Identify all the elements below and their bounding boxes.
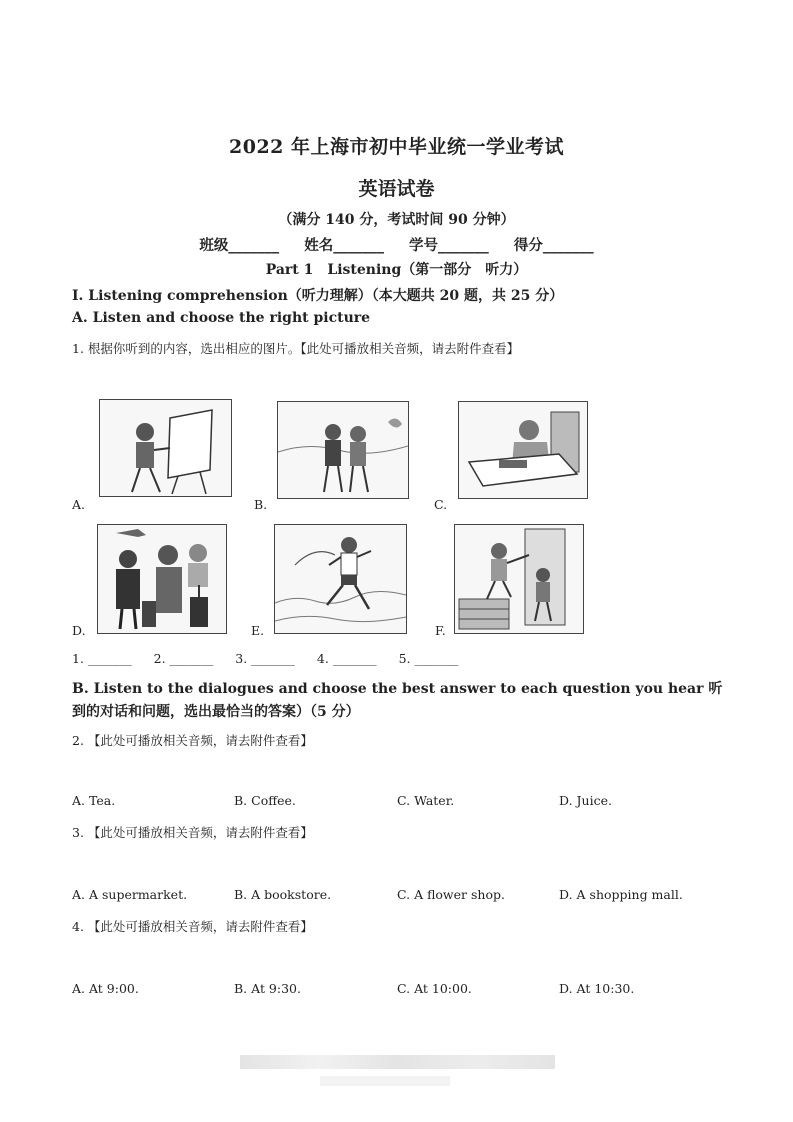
option-d[interactable]: D. At 10:30. (559, 981, 635, 996)
option-d[interactable]: D. A shopping mall. (559, 887, 683, 902)
answer-blank[interactable]: 4. _______ (316, 651, 377, 666)
option-a[interactable]: A. Tea. (72, 793, 116, 808)
option-d[interactable]: D. Juice. (559, 793, 612, 808)
option-a[interactable]: A. At 9:00. (72, 981, 139, 996)
score-field: 得分_______ (513, 237, 594, 254)
option-b[interactable]: B. Coffee. (234, 793, 296, 808)
picture-label: D. (72, 623, 86, 638)
picture-label: E. (251, 623, 265, 638)
picture-label: C. (434, 497, 448, 512)
question-4-prompt: 4. 【此处可播放相关音频，请去附件查看】 (72, 919, 313, 934)
option-b[interactable]: B. At 9:30. (234, 981, 301, 996)
blurred-footer-watermark (240, 1055, 555, 1069)
name-field: 姓名_______ (304, 237, 384, 254)
walking-kids-icon (277, 401, 409, 499)
part-heading: Part 1 Listening（第一部分 听力） (265, 262, 528, 278)
part-b-heading: B. Listen to the dialogues and choose the best answer to each question you hear 听到的对话和问题，选出最恰当的答案）（5 分） (72, 681, 723, 720)
desk-reading-icon (458, 401, 588, 499)
class-field: 班级_______ (199, 237, 280, 254)
answer-blank[interactable]: 5. _______ (398, 651, 459, 666)
exam-subtitle: 英语试卷 (358, 178, 435, 200)
climbing-kids-icon (454, 524, 584, 634)
running-boy-icon (274, 524, 407, 634)
picture-label: F. (435, 623, 446, 638)
section-heading: I. Listening comprehension（听力理解）（本大题共 20 题，共 25 分） (72, 288, 564, 304)
part-a-heading: A. Listen and choose the right picture (72, 310, 371, 326)
option-c[interactable]: C. Water. (397, 793, 455, 808)
question-3-prompt: 3. 【此处可播放相关音频，请去附件查看】 (72, 825, 313, 840)
question-2-prompt: 2. 【此处可播放相关音频，请去附件查看】 (72, 733, 313, 748)
answer-blank[interactable]: 3. _______ (235, 651, 295, 666)
picture-label: A. (72, 497, 86, 512)
travellers-icon (97, 524, 227, 634)
question-1-prompt: 1. 根据你听到的内容，选出相应的图片。【此处可播放相关音频，请去附件查看】 (72, 341, 520, 356)
painting-icon (99, 399, 232, 497)
student-id-field: 学号_______ (409, 237, 489, 254)
answer-blank[interactable]: 1. _______ (72, 651, 132, 666)
picture-label: B. (254, 497, 268, 512)
student-info-line (0, 234, 793, 255)
answer-blanks (72, 651, 722, 666)
option-c[interactable]: C. A flower shop. (397, 887, 505, 902)
exam-note: （满分 140 分，考试时间 90 分钟） (278, 212, 515, 228)
option-b[interactable]: B. A bookstore. (234, 887, 332, 902)
option-c[interactable]: C. At 10:00. (397, 981, 472, 996)
option-a[interactable]: A. A supermarket. (72, 887, 188, 902)
blurred-footer-watermark (320, 1076, 450, 1086)
exam-title: 2022 年上海市初中毕业统一学业考试 (229, 136, 564, 158)
answer-blank[interactable]: 2. _______ (153, 651, 214, 666)
